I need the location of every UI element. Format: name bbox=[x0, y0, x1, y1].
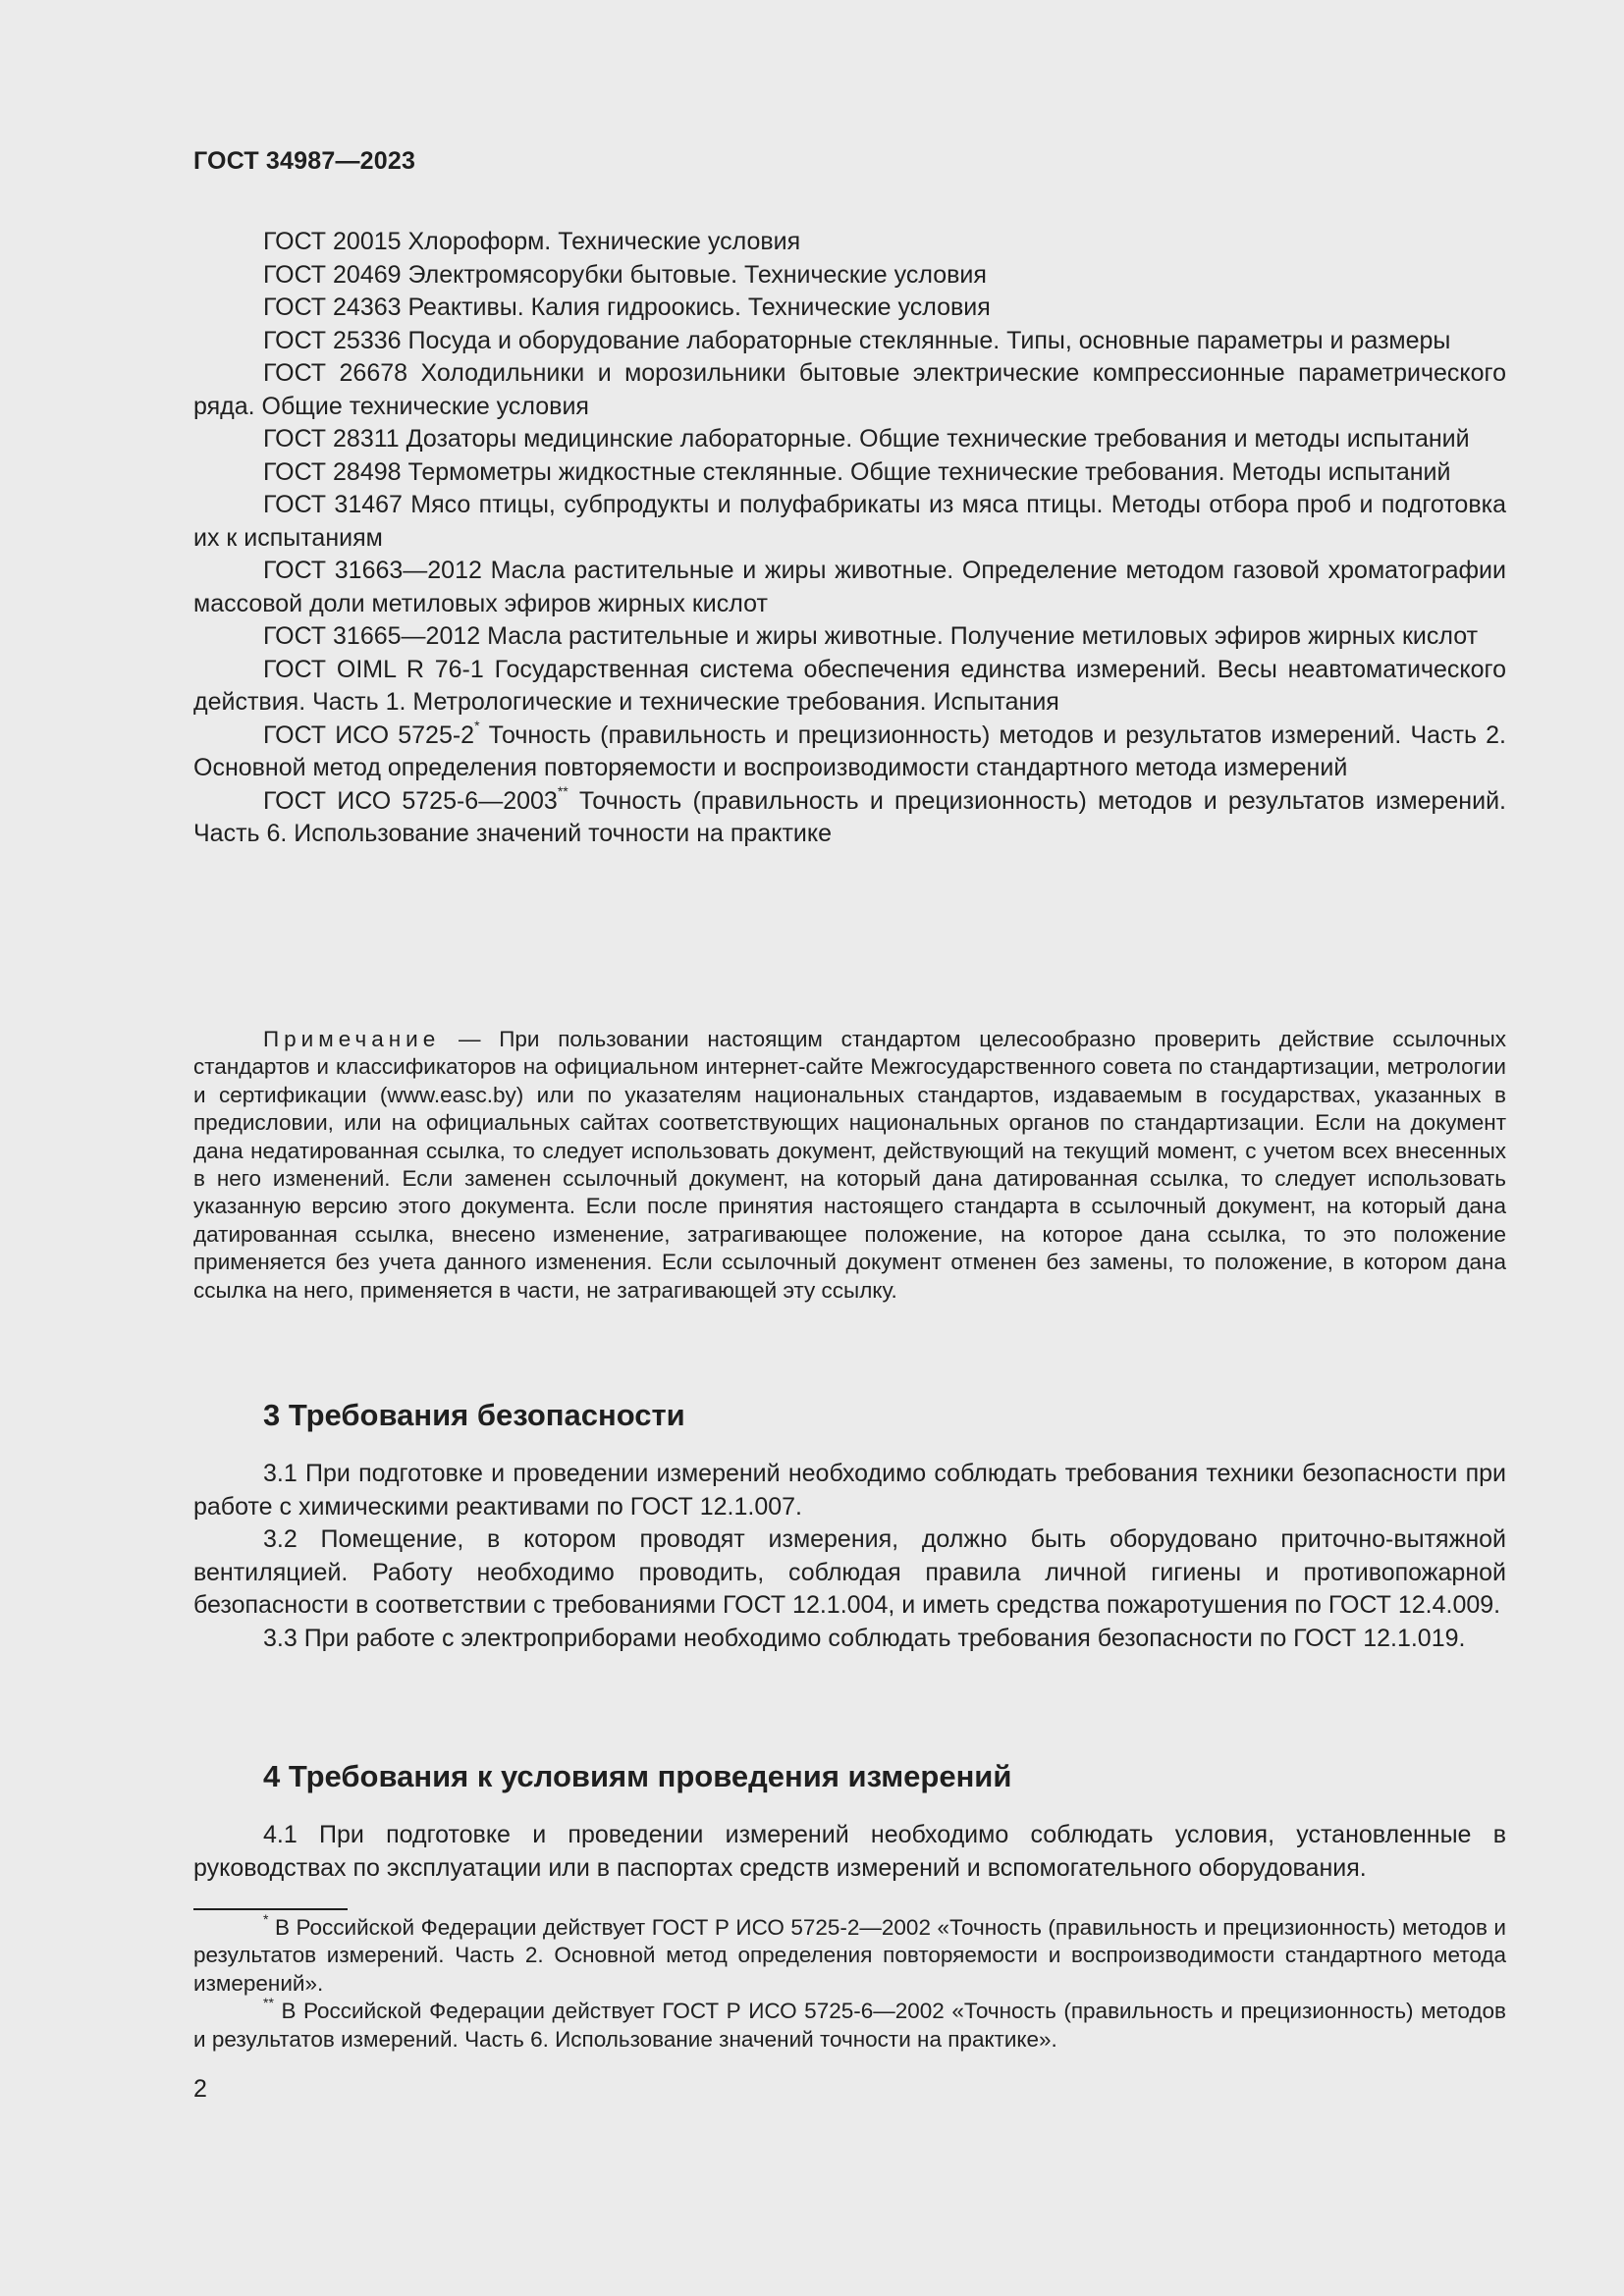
reference-item: ГОСТ 26678 Холодильники и морозильники бытовые электрические компрессионные параметрического ряда. Общие технические условия bbox=[193, 359, 1506, 420]
footnote bbox=[193, 1994, 1506, 2054]
normative-references-list bbox=[193, 226, 1506, 851]
paragraph: 3.3 При работе с электроприборами необходимо соблюдать требования безопасности по ГОСТ 12.1.019. bbox=[263, 1624, 1466, 1652]
reference-title: Точность (правильность и прецизионность) методов и результатов измерений. Часть 6. Использование значений точности на практике bbox=[193, 786, 1506, 847]
paragraph: 3.2 Помещение, в котором проводят измерения, должно быть оборудовано приточно-вытяжной вентиляцией. Работу необходимо проводить, соблюдая правила личной гигиены и противопожарной безопасности в соответствии с требованиями ГОСТ 12.1.004, и иметь средства пожаротушения по ГОСТ 12.4.009. bbox=[193, 1525, 1506, 1619]
reference-item bbox=[193, 720, 1506, 785]
reference-item: ГОСТ 31665—2012 Масла растительные и жиры животные. Получение метиловых эфиров жирных кислот bbox=[263, 622, 1479, 650]
reference-item: ГОСТ OIML R 76-1 Государственная система обеспечения единства измерений. Весы неавтоматического действия. Часть 1. Метрологические и технические требования. Испытания bbox=[193, 655, 1506, 716]
footnote-separator bbox=[193, 1908, 348, 1910]
footnotes bbox=[193, 1910, 1506, 2054]
footnote-mark: ** bbox=[557, 783, 568, 800]
section-3-heading: 3 Требования безопасности bbox=[263, 1398, 685, 1432]
reference-item: ГОСТ 20469 Электромясорубки бытовые. Технические условия bbox=[263, 260, 987, 289]
section-4-body bbox=[193, 1819, 1506, 1885]
footnote bbox=[193, 1910, 1506, 1998]
reference-item: ГОСТ 31663—2012 Масла растительные и жиры животные. Определение методом газовой хроматографии массовой доли метиловых эфиров жирных кислот bbox=[193, 557, 1506, 617]
section-3-body bbox=[193, 1458, 1506, 1655]
note-block bbox=[193, 1026, 1506, 1305]
document-header: ГОСТ 34987—2023 bbox=[193, 147, 416, 175]
reference-item: ГОСТ 25336 Посуда и оборудование лабораторные стеклянные. Типы, основные параметры и размеры bbox=[263, 326, 1451, 354]
paragraph: 3.1 При подготовке и проведении измерений необходимо соблюдать требования техники безопасности при работе с химическими реактивами по ГОСТ 12.1.007. bbox=[193, 1460, 1506, 1521]
reference-item: ГОСТ 31467 Мясо птицы, субпродукты и полуфабрикаты из мяса птицы. Методы отбора проб и подготовка их к испытаниям bbox=[193, 491, 1506, 552]
reference-item bbox=[193, 785, 1506, 851]
footnote-mark: ** bbox=[263, 1994, 274, 2010]
reference-title: Точность (правильность и прецизионность) методов и результатов измерений. Часть 2. Основной метод определения повторяемости и воспроизводимости стандартного метода измерений bbox=[193, 721, 1506, 781]
reference-code: ГОСТ ИСО 5725-6—2003 bbox=[263, 786, 558, 815]
reference-item: ГОСТ 20015 Хлороформ. Технические условия bbox=[263, 228, 801, 255]
reference-item: ГОСТ 24363 Реактивы. Калия гидроокись. Технические условия bbox=[263, 294, 991, 321]
reference-item: ГОСТ 28498 Термометры жидкостные стеклянные. Общие технические требования. Методы испытаний bbox=[263, 457, 1451, 486]
page-number: 2 bbox=[193, 2075, 207, 2103]
footnote-text: В Российской Федерации действует ГОСТ Р ИСО 5725-2—2002 «Точность (правильность и прецизионность) методов и результатов измерений. Часть 2. Основной метод определения повторяемости и воспроизводимости стандартного метода измерений». bbox=[193, 1915, 1506, 1996]
footnote-mark: * bbox=[263, 1910, 269, 1927]
section-4-heading: 4 Требования к условиям проведения измерений bbox=[263, 1759, 1012, 1793]
footnote-mark: * bbox=[474, 718, 480, 734]
reference-item: ГОСТ 28311 Дозаторы медицинские лабораторные. Общие технические требования и методы испытаний bbox=[263, 425, 1470, 453]
footnote-text: В Российской Федерации действует ГОСТ Р ИСО 5725-6—2002 «Точность (правильность и прецизионность) методов и результатов измерений. Часть 6. Использование значений точности на практике». bbox=[193, 1999, 1506, 2052]
reference-code: ГОСТ ИСО 5725-2 bbox=[263, 721, 475, 749]
note-label: Примечание bbox=[263, 1027, 441, 1051]
note-text: — При пользовании настоящим стандартом целесообразно проверить действие ссылочных стандартов и классификаторов на официальном интернет-сайте Межгосударственного совета по стандартизации, метрологии и сертификации (www.easc.by) или по указателям национальных стандартов, издаваемым в государствах, указанных в предисловии, или на официальных сайтах соответствующих национальных органов по стандартизации. Если на документ дана недатированная ссылка, то следует использовать документ, действующий на текущий момент, с учетом всех внесенных в него изменений. Если заменен ссылочный документ, на который дана датированная ссылка, то следует использовать указанную версию этого документа. Если после принятия настоящего стандарта в ссылочный документ, на который дана датированная ссылка, внесено изменение, затрагивающее положение, на которое дана ссылка, то это положение применяется без учета данного изменения. Если ссылочный документ отменен без замены, то положение, в котором дана ссылка на него, применяется в части, не затрагивающей эту ссылку. bbox=[193, 1027, 1506, 1303]
paragraph: 4.1 При подготовке и проведении измерений необходимо соблюдать условия, установленные в руководствах по эксплуатации или в паспортах средств измерений и вспомогательного оборудования. bbox=[193, 1821, 1506, 1882]
